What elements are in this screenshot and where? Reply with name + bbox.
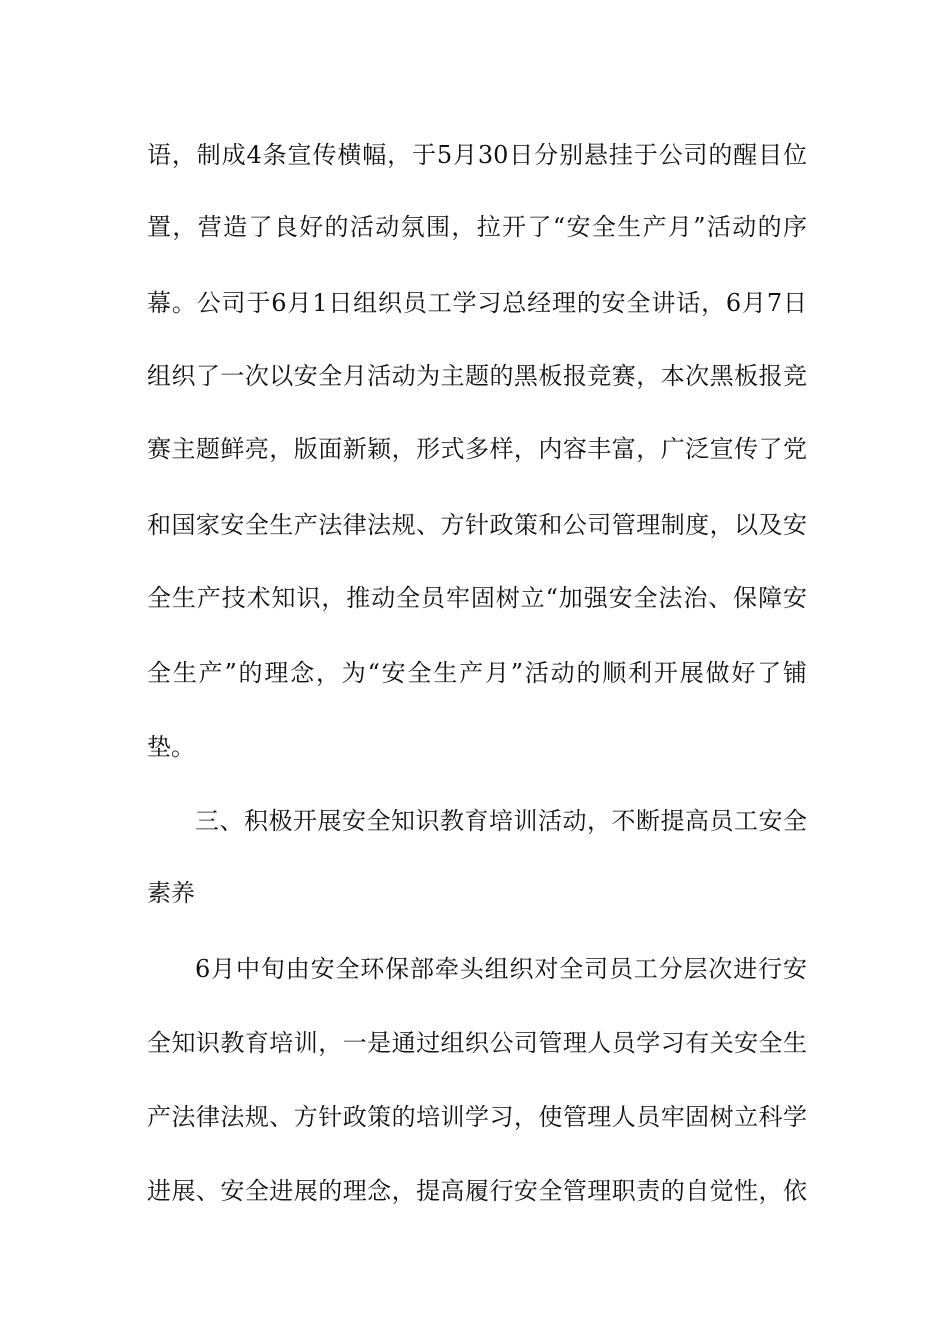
section-heading-line: 三、积极开展安全知识教育培训活动，不断提高员工安全 <box>195 807 807 835</box>
paragraph-line: 赛主题鲜亮，版面新颖，形式多样，内容丰富，广泛宣传了党 <box>147 435 807 463</box>
paragraph-line: 全生产技术知识，推动全员牢固树立“加强安全法治、保障安 <box>147 584 807 612</box>
paragraph-line: 垫。 <box>147 733 195 761</box>
paragraph-line: 全生产”的理念，为“安全生产月”活动的顺利开展做好了铺 <box>147 659 807 687</box>
paragraph-line: 语，制成4条宣传横幅，于5月30日分别悬挂于公司的醒目位 <box>147 141 807 169</box>
paragraph-line: 产法律法规、方针政策的培训学习，使管理人员牢固树立科学 <box>147 1103 807 1131</box>
paragraph-line: 幕。公司于6月1日组织员工学习总经理的安全讲话，6月7日 <box>147 289 807 317</box>
section-heading-line: 素养 <box>147 879 195 907</box>
paragraph-line: 全知识教育培训，一是通过组织公司管理人员学习有关安全生 <box>147 1029 807 1057</box>
paragraph-line: 和国家安全生产法律法规、方针政策和公司管理制度，以及安 <box>147 511 807 539</box>
paragraph-line: 进展、安全进展的理念，提高履行安全管理职责的自觉性，依 <box>147 1177 807 1205</box>
paragraph-line: 置，营造了良好的活动氛围，拉开了“安全生产月”活动的序 <box>147 213 807 241</box>
paragraph-line: 组织了一次以安全月活动为主题的黑板报竞赛，本次黑板报竞 <box>147 362 807 390</box>
paragraph-line: 6月中旬由安全环保部牵头组织对全司员工分层次进行安 <box>195 955 807 983</box>
